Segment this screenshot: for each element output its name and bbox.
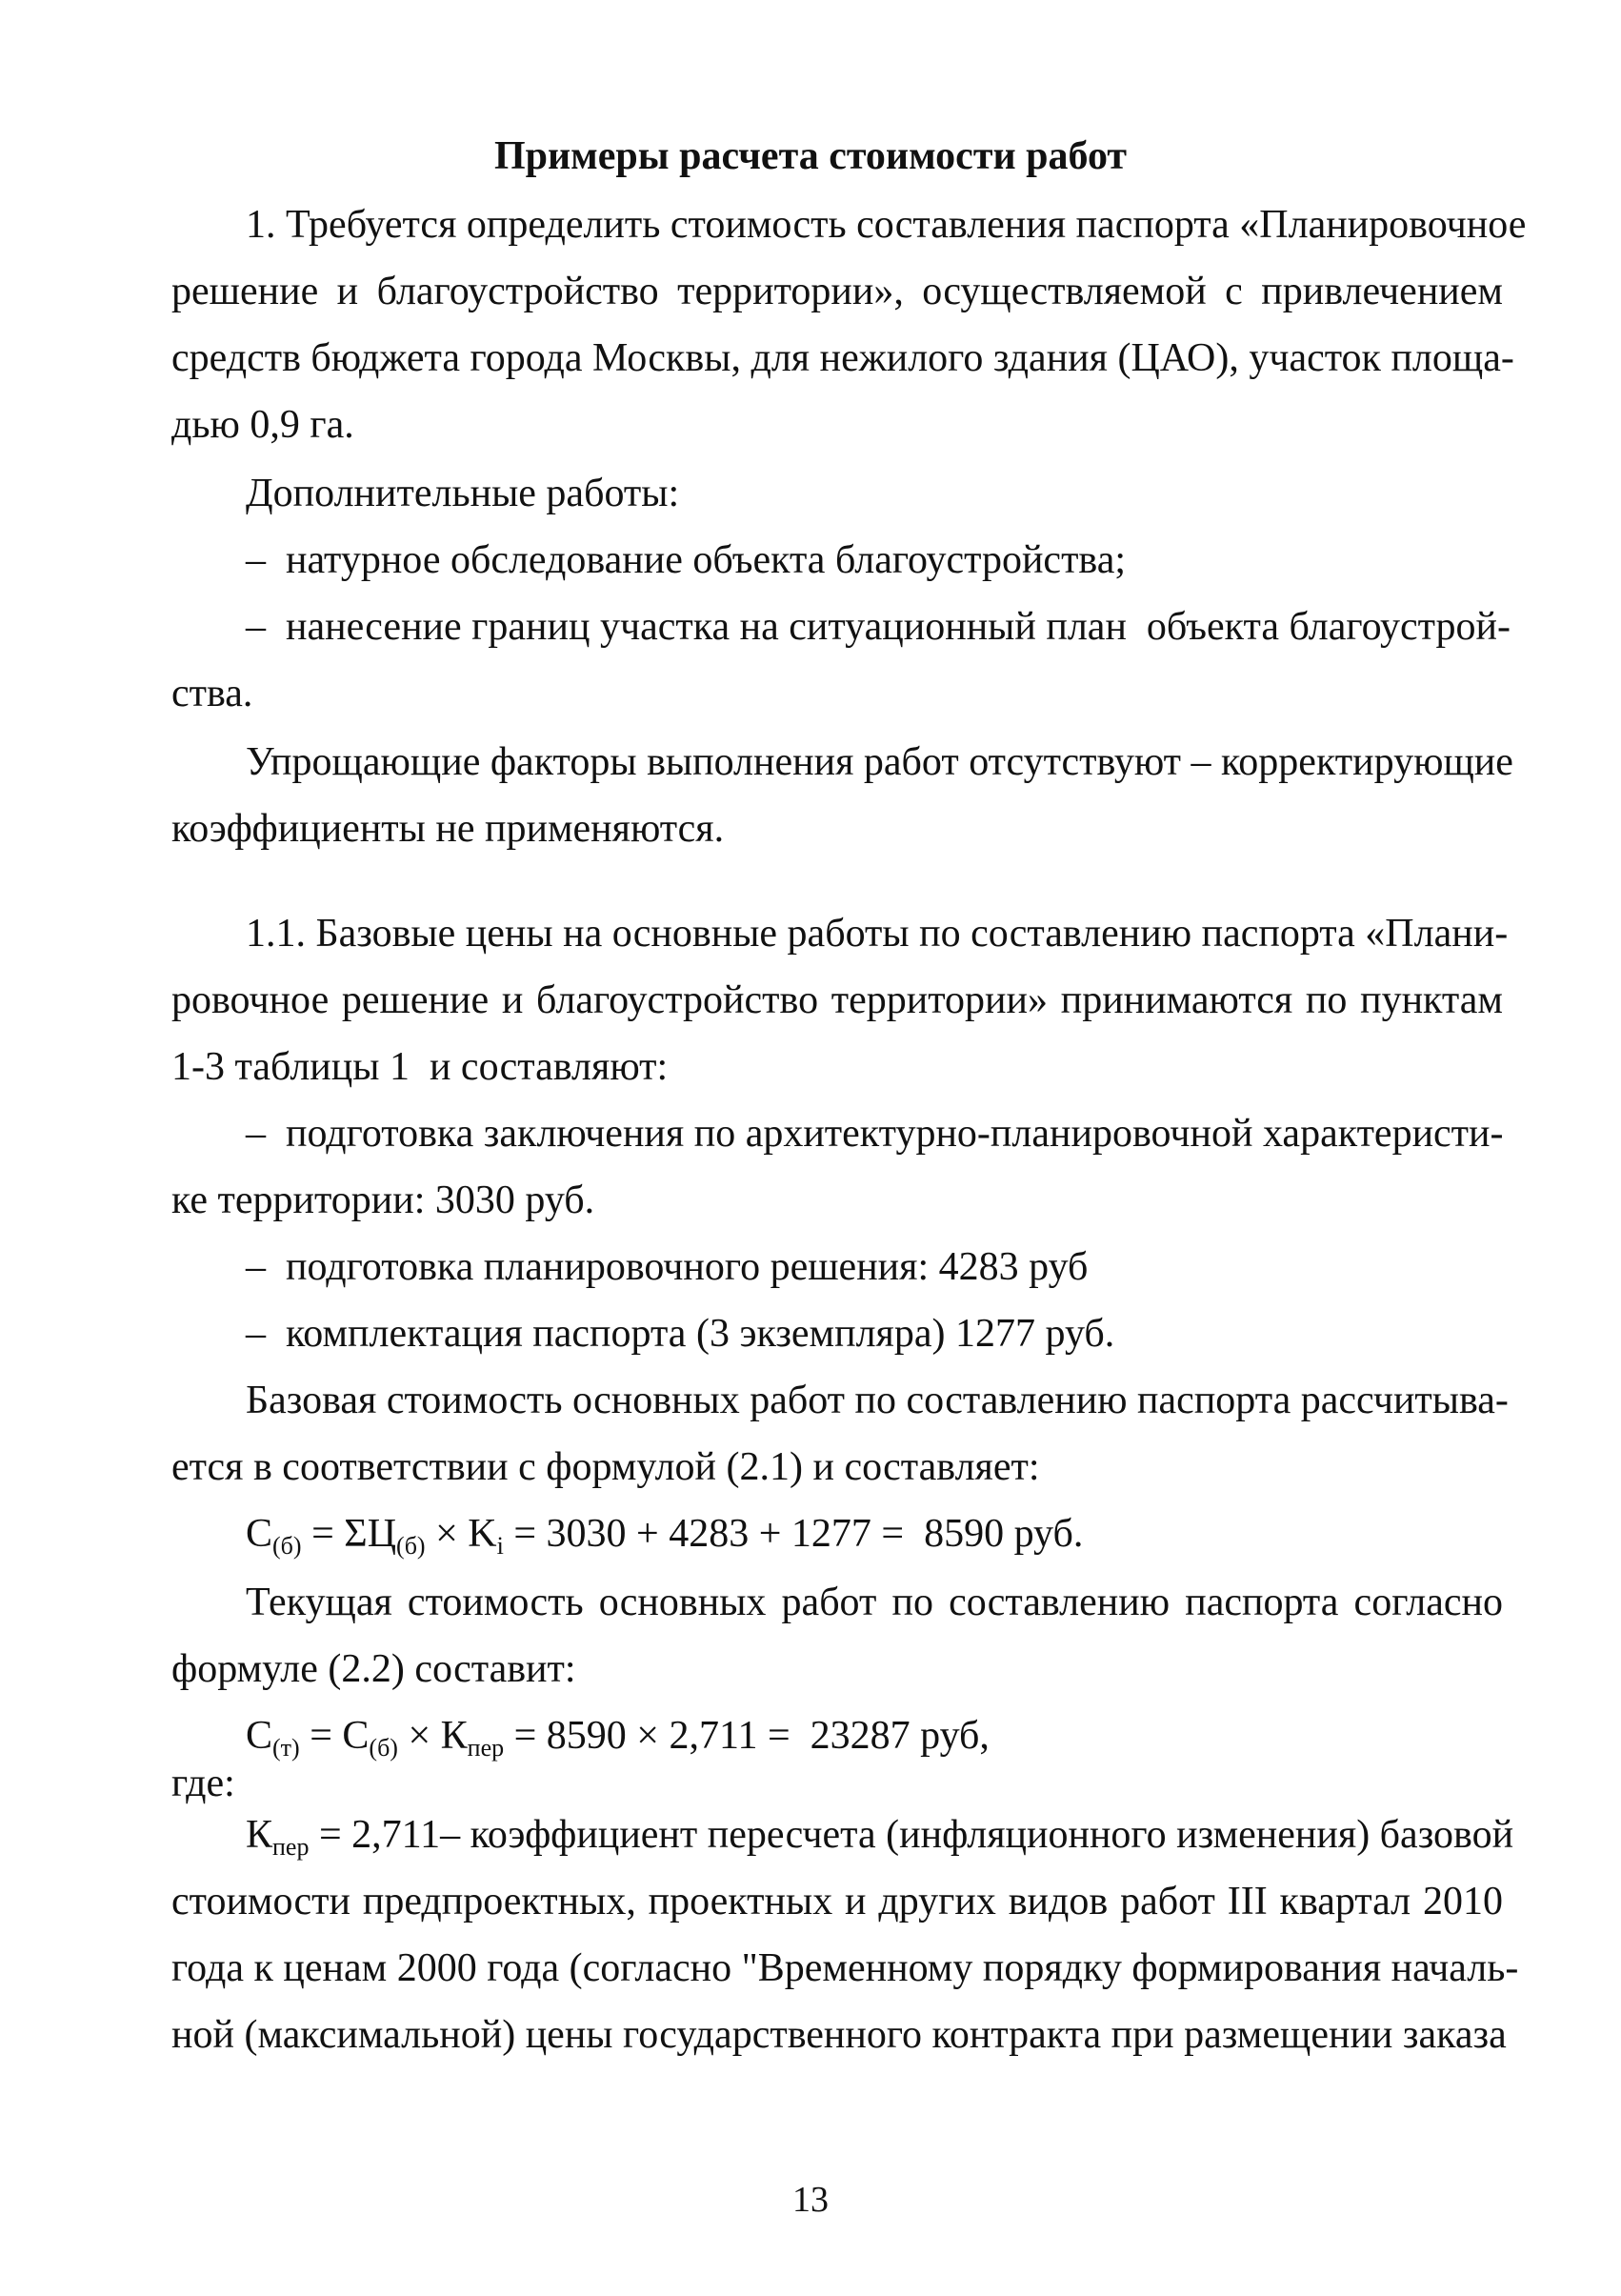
simplifying-line-1: Упрощающие факторы выполнения работ отсутствуют – корректирующие: [246, 740, 1513, 784]
base-item-3: – комплектация паспорта (3 экземпляра) 1277 руб.: [246, 1312, 1115, 1356]
page-title: Примеры расчета стоимости работ: [493, 134, 1128, 178]
current-cost-line-1: Текущая стоимость основных работ по составлению паспорта согласно: [246, 1581, 1503, 1624]
formula2-c-sub: (т): [272, 1734, 300, 1762]
additional-item-2: – нанесение границ участка на ситуационный план объекта благоустрой-: [246, 605, 1511, 649]
where-label: где:: [171, 1762, 235, 1805]
formula-current-cost: [246, 1711, 990, 1761]
base-cost-line-1: Базовая стоимость основных работ по составлению паспорта рассчитыва-: [246, 1379, 1509, 1422]
example1-line-3: средств бюджета города Москвы, для нежилого здания (ЦАО), участок площа-: [171, 336, 1514, 380]
example1-line-4: дью 0,9 га.: [171, 403, 354, 447]
formula1-rest: = 3030 + 4283 + 1277 = 8590 руб.: [503, 1512, 1084, 1556]
base-item-2: – подготовка планировочного решения: 4283 руб: [246, 1245, 1089, 1289]
formula2-k-sub: пер: [467, 1734, 505, 1762]
kper-line-4: ной (максимальной) цены государственного контракта при размещении заказа: [171, 2013, 1507, 2057]
kper-k: К: [246, 1813, 273, 1857]
formula1-k: × K: [425, 1512, 497, 1556]
page-number: 13: [792, 2180, 829, 2220]
current-cost-line-2: формуле (2.2) составит:: [171, 1647, 576, 1691]
section-1-1-line-3: 1-3 таблицы 1 и составляют:: [171, 1045, 669, 1089]
formula1-sum-sub: (б): [396, 1532, 426, 1560]
additional-item-2-cont: ства.: [171, 672, 253, 715]
kper-line-1: [246, 1810, 1514, 1861]
formula2-eq-sub: (б): [369, 1734, 398, 1762]
formula1-c-sub: (б): [272, 1532, 302, 1560]
formula2-eq: = С: [299, 1714, 370, 1758]
additional-heading: Дополнительные работы:: [246, 472, 680, 515]
formula2-k: × К: [397, 1714, 468, 1758]
kper-k-sub: пер: [272, 1833, 310, 1861]
section-1-1-line-1: 1.1. Базовые цены на основные работы по составлению паспорта «Плани-: [246, 912, 1509, 956]
formula1-k-sub: i: [496, 1532, 504, 1560]
base-item-1: – подготовка заключения по архитектурно-планировочной характеристи-: [246, 1112, 1504, 1156]
example1-line-1: 1. Требуется определить стоимость составления паспорта «Планировочное: [246, 203, 1527, 247]
kper-line-3: года к ценам 2000 года (согласно "Временному порядку формирования началь-: [171, 1946, 1519, 1990]
formula-base-cost: [246, 1509, 1083, 1559]
formula2-c: С: [246, 1714, 273, 1758]
kper-line-1-rest: = 2,711– коэффициент пересчета (инфляционного изменения) базовой: [309, 1813, 1514, 1857]
formula1-c: С: [246, 1512, 273, 1556]
base-cost-line-2: ется в соответствии с формулой (2.1) и составляет:: [171, 1445, 1040, 1489]
formula2-rest: = 8590 × 2,711 = 23287 руб,: [504, 1714, 990, 1758]
additional-item-1: – натурное обследование объекта благоустройства;: [246, 538, 1127, 582]
simplifying-line-2: коэффициенты не применяются.: [171, 807, 725, 851]
example1-line-2: решение и благоустройство территории», осуществляемой с привлечением: [171, 270, 1503, 313]
base-item-1-cont: ке территории: 3030 руб.: [171, 1178, 595, 1222]
kper-line-2: стоимости предпроектных, проектных и других видов работ III квартал 2010: [171, 1880, 1503, 1923]
section-1-1-line-2: ровочное решение и благоустройство территории» принимаются по пунктам: [171, 978, 1503, 1022]
formula1-sum: = ΣЦ: [301, 1512, 397, 1556]
